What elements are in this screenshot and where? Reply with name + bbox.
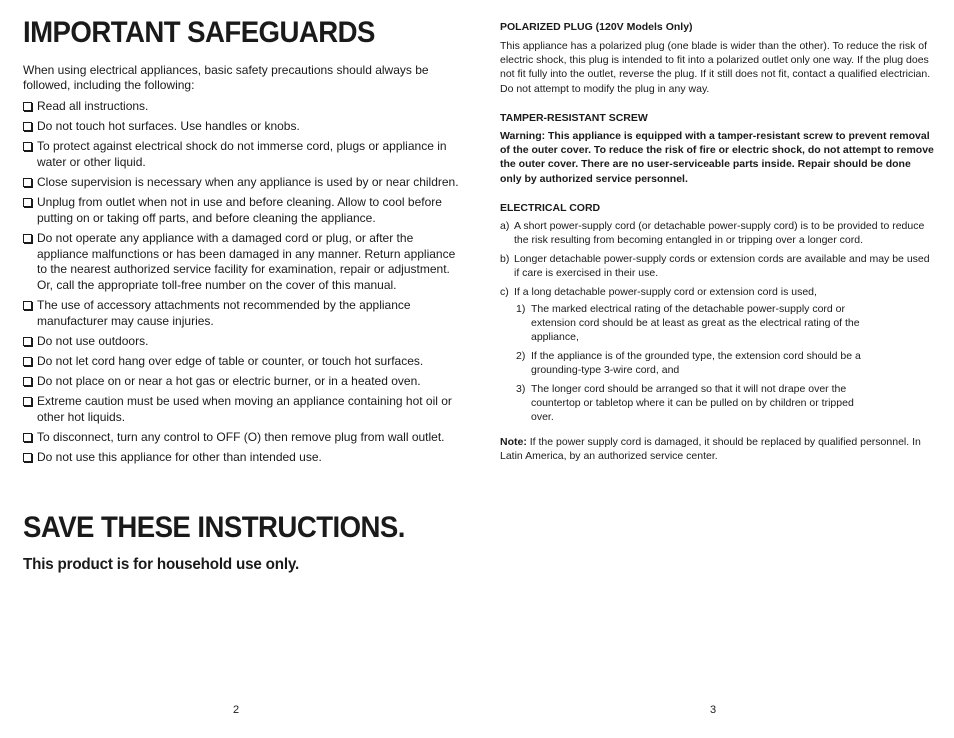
checkbox-icon	[23, 301, 32, 310]
list-item: To protect against electrical shock do not immerse cord, plugs or appliance in water or other liquid.	[23, 139, 461, 170]
cord-sub-item: 3) The longer cord should be arranged so that it will not drape over the countertop or tabletop where it can be pulled on by children or tripped over.	[516, 383, 854, 424]
checkbox-icon	[23, 453, 32, 462]
list-marker: a)	[500, 220, 510, 232]
cord-note	[500, 435, 934, 463]
page-number-right: 3	[710, 704, 717, 716]
checkbox-icon	[23, 397, 32, 406]
household-note: This product is for household use only.	[23, 556, 300, 573]
tamper-screw-warning: Warning: This appliance is equipped with a tamper-resistant screw to prevent removal of the outer cover. To reduce the risk of fire or electric shock, do not attempt to remove the outer cover. There are no user-serviceable parts inside. Repair should be done only by authorized service personnel.	[500, 130, 934, 185]
list-marker: 2)	[516, 350, 526, 362]
page-title: IMPORTANT SAFEGUARDS	[23, 16, 375, 49]
polarized-plug-text: This appliance has a polarized plug (one blade is wider than the other). To reduce the risk of electric shock, this plug is intended to fit into a polarized outlet only one way. If the plug does not fit fully into the outlet, reverse the plug. If it still does not fit, contact a qualified electrician. Do not attempt to modify the plug in any way.	[500, 40, 931, 95]
polarized-plug-heading: POLARIZED PLUG (120V Models Only)	[500, 21, 693, 33]
save-instructions-title: SAVE THESE INSTRUCTIONS.	[23, 511, 405, 544]
checkbox-icon	[23, 337, 32, 346]
cord-list-item: b) Longer detachable power-supply cords or extension cords are available and may be used if care is exercised in their use.	[500, 253, 930, 280]
electrical-cord-heading: ELECTRICAL CORD	[500, 202, 601, 214]
list-marker: 1)	[516, 303, 526, 315]
page-number-left: 2	[233, 704, 240, 716]
note-text: If the power supply cord is damaged, it should be replaced by qualified personnel. In Latin America, by an authorized service center.	[500, 436, 921, 463]
tamper-screw-heading: TAMPER-RESISTANT SCREW	[500, 112, 648, 124]
list-item: Close supervision is necessary when any appliance is used by or near children.	[23, 175, 461, 191]
checkbox-icon	[23, 433, 32, 442]
list-item: Do not use outdoors.	[23, 334, 461, 350]
list-item: Do not operate any appliance with a damaged cord or plug, or after the appliance malfunctions or has been damaged in any manner. Return appliance to the nearest authorized service facility for examination, repair or adjustment. Or, call the appropriate toll-free number on the cover of this manual.	[23, 231, 461, 293]
list-item: To disconnect, turn any control to OFF (O) then remove plug from wall outlet.	[23, 430, 461, 446]
intro-text: When using electrical appliances, basic safety precautions should always be followed, including the following:	[23, 63, 429, 92]
checkbox-icon	[23, 178, 32, 187]
note-label: Note:	[500, 436, 527, 448]
checkbox-icon	[23, 102, 32, 111]
cord-sub-item: 2) If the appliance is of the grounded type, the extension cord should be a grounding-type 3-wire cord, and	[516, 350, 861, 377]
checkbox-icon	[23, 234, 32, 243]
cord-list-item: a) A short power-supply cord (or detachable power-supply cord) is to be provided to reduce the risk resulting from becoming entangled in or tripping over a longer cord.	[500, 220, 925, 247]
list-item: Do not let cord hang over edge of table or counter, or touch hot surfaces.	[23, 354, 461, 370]
checkbox-icon	[23, 377, 32, 386]
list-item: The use of accessory attachments not recommended by the appliance manufacturer may cause injuries.	[23, 298, 461, 329]
list-item: Unplug from outlet when not in use and before cleaning. Allow to cool before putting on or taking off parts, and before cleaning the appliance.	[23, 195, 461, 226]
list-item: Read all instructions.	[23, 99, 461, 115]
list-marker: b)	[500, 253, 510, 265]
list-item: Extreme caution must be used when moving an appliance containing hot oil or other hot liquids.	[23, 394, 461, 425]
safeguard-list	[23, 99, 461, 471]
cord-sub-item: 1) The marked electrical rating of the detachable power-supply cord or extension cord should be at least as great as the electrical rating of the appliance,	[516, 303, 860, 344]
list-marker: 3)	[516, 383, 526, 395]
list-item: Do not touch hot surfaces. Use handles or knobs.	[23, 119, 461, 135]
list-marker: c)	[500, 286, 509, 298]
list-item: Do not place on or near a hot gas or electric burner, or in a heated oven.	[23, 374, 461, 390]
checkbox-icon	[23, 198, 32, 207]
checkbox-icon	[23, 122, 32, 131]
list-item: Do not use this appliance for other than intended use.	[23, 450, 461, 466]
checkbox-icon	[23, 357, 32, 366]
checkbox-icon	[23, 142, 32, 151]
cord-list-item: c) If a long detachable power-supply cord or extension cord is used,	[500, 286, 817, 298]
